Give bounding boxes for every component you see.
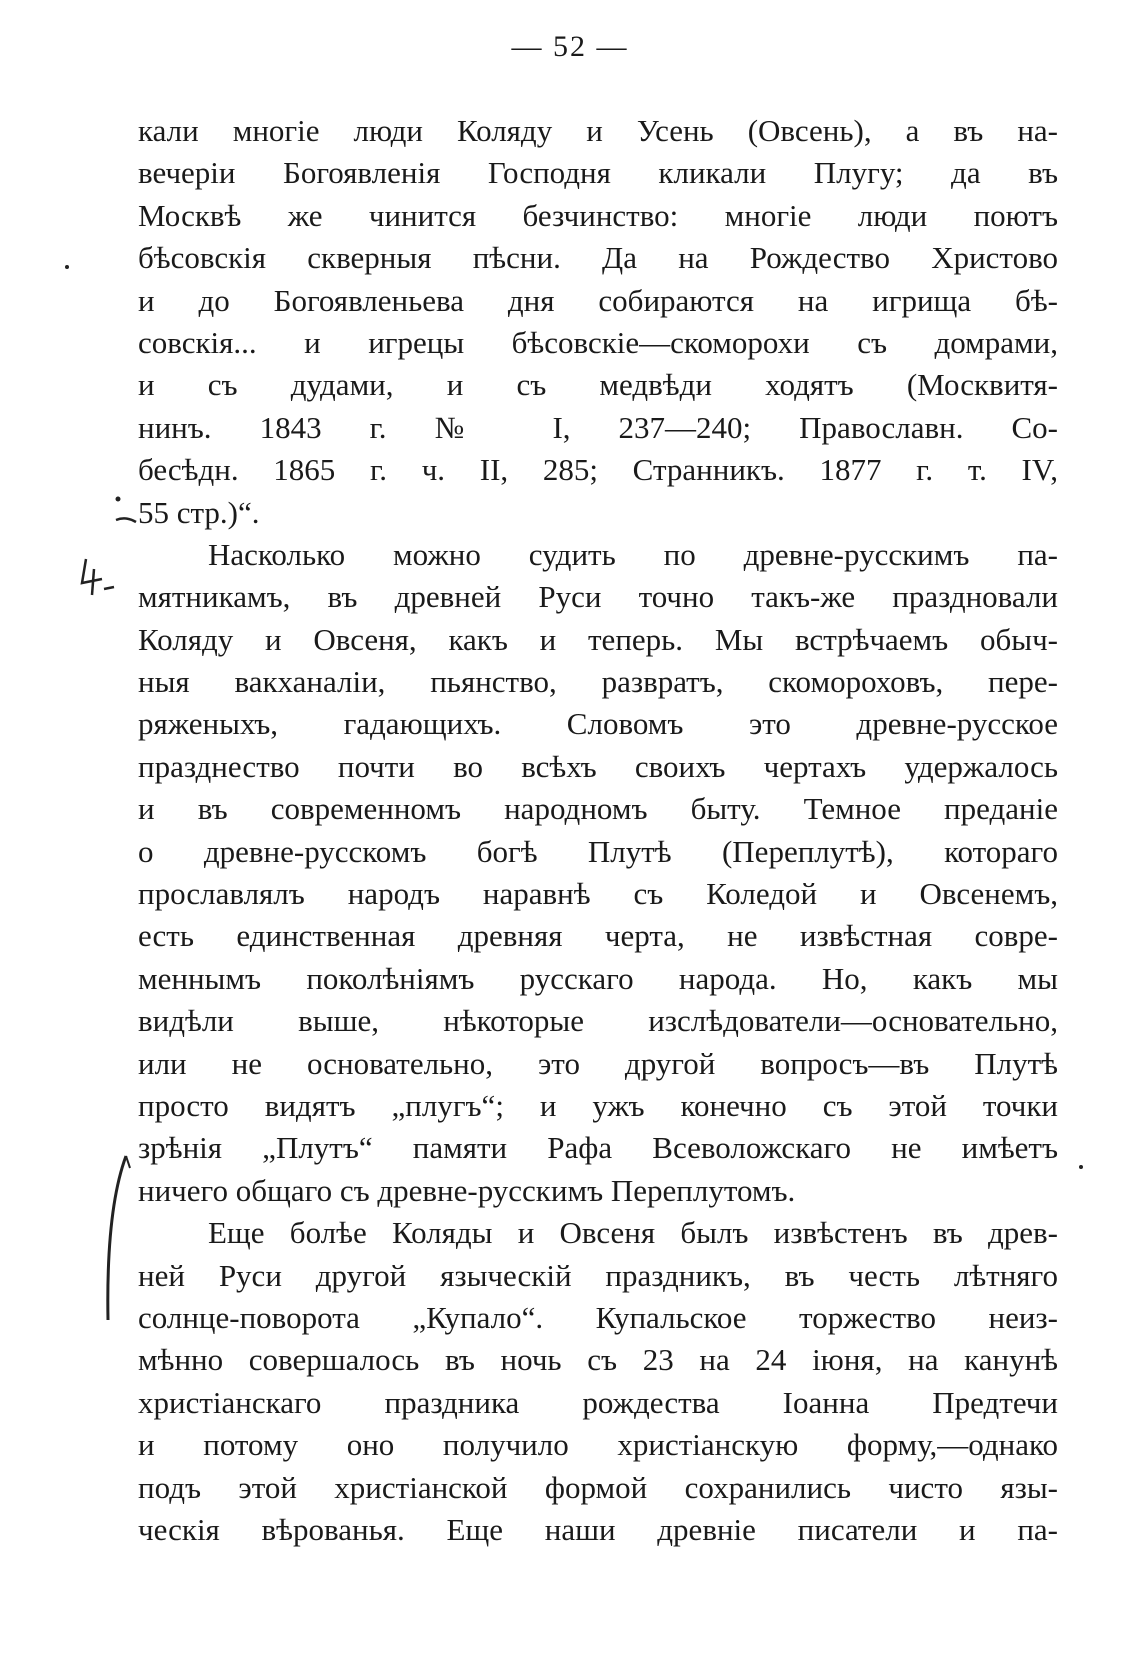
text-line: вечеріи Богоявленія Господня кликали Плугу; да въ	[138, 155, 1058, 191]
text-line: и съ дудами, и съ медвѣди ходятъ (Москвитя-	[138, 367, 1058, 403]
text-line: подъ этой христіанской формой сохранились чисто язы-	[138, 1469, 1058, 1505]
margin-speck-mark	[62, 262, 72, 272]
text-line: ряженыхъ, гадающихъ. Словомъ это древне-русское	[138, 706, 1058, 742]
text-line: зрѣнія „Плутъ“ памяти Рафа Всеволожскаго не имѣетъ	[138, 1130, 1058, 1166]
text-line: Коляду и Овсеня, какъ и теперь. Мы встрѣчаемъ обыч-	[138, 621, 1058, 657]
text-line: христіанскаго праздника рождества Іоанна Предтечи	[138, 1384, 1058, 1420]
text-line: прославлялъ народъ наравнѣ съ Коледой и Овсенемъ,	[138, 876, 1058, 912]
page-number: — 52 —	[511, 30, 629, 63]
text-line: мѣнно совершалось въ ночь съ 23 на 24 іюня, на канунѣ	[138, 1342, 1058, 1378]
text-line: есть единственная древняя черта, не извѣстная совре-	[138, 918, 1058, 954]
margin-bracket-mark	[96, 1150, 136, 1330]
text-line: о древне-русскомъ богѣ Плутѣ (Переплутѣ), котораго	[138, 833, 1058, 869]
text-line: и въ современномъ народномъ быту. Темное преданіе	[138, 791, 1058, 827]
text-line: ничего общаго съ древне-русскимъ Переплутомъ.	[138, 1172, 796, 1208]
text-line: просто видятъ „плугъ“; и ужъ конечно съ этой точки	[138, 1087, 1058, 1123]
text-line: Москвѣ же чинится безчинство: многіе люди поютъ	[138, 197, 1058, 233]
text-line: видѣли выше, нѣкоторые изслѣдователи—основательно,	[138, 1003, 1058, 1039]
text-line: ней Руси другой языческій праздникъ, въ честь лѣтняго	[138, 1257, 1058, 1293]
text-line: солнце-поворота „Купало“. Купальское торжество неиз-	[138, 1299, 1058, 1335]
margin-plus-mark	[72, 555, 122, 605]
margin-dot-mark	[112, 493, 124, 505]
text-line: или не основательно, это другой вопросъ—въ Плутѣ	[138, 1045, 1058, 1081]
text-line: ныя вакханаліи, пьянство, развратъ, скомороховъ, пере-	[138, 664, 1058, 700]
text-line: и потому оно получило христіанскую форму,—однако	[138, 1427, 1058, 1463]
text-line: бѣсовскія скверныя пѣсни. Да на Рождество Христово	[138, 240, 1058, 276]
text-line: ческія вѣрованья. Еще наши древніе писатели и па-	[138, 1511, 1058, 1547]
text-line: Еще болѣе Коляды и Овсеня былъ извѣстенъ въ древ-	[208, 1215, 1058, 1251]
text-line: 55 стр.)“.	[138, 494, 260, 530]
body-text	[138, 110, 1058, 1551]
text-line: меннымъ поколѣніямъ русскаго народа. Но, какъ мы	[138, 960, 1058, 996]
text-line: празднество почти во всѣхъ своихъ чертахъ удержалось	[138, 748, 1058, 784]
text-line: бесѣдн. 1865 г. ч. II, 285; Странникъ. 1877 г. т. IV,	[138, 452, 1058, 488]
text-line: совскія... и игрецы бѣсовскіе—скоморохи съ домрами,	[138, 324, 1058, 360]
text-line: и до Богоявленьева дня собираются на игрища бѣ-	[138, 282, 1058, 318]
text-line: кали многіе люди Коляду и Усень (Овсень), а въ на-	[138, 113, 1058, 148]
margin-speck-mark	[1076, 1162, 1086, 1172]
text-line: нинъ. 1843 г. № I, 237—240; Православн. Со-	[138, 409, 1058, 445]
text-line: Насколько можно судить по древне-русскимъ па-	[208, 536, 1058, 572]
text-line: мятникамъ, въ древней Руси точно такъ-же праздновали	[138, 579, 1058, 615]
